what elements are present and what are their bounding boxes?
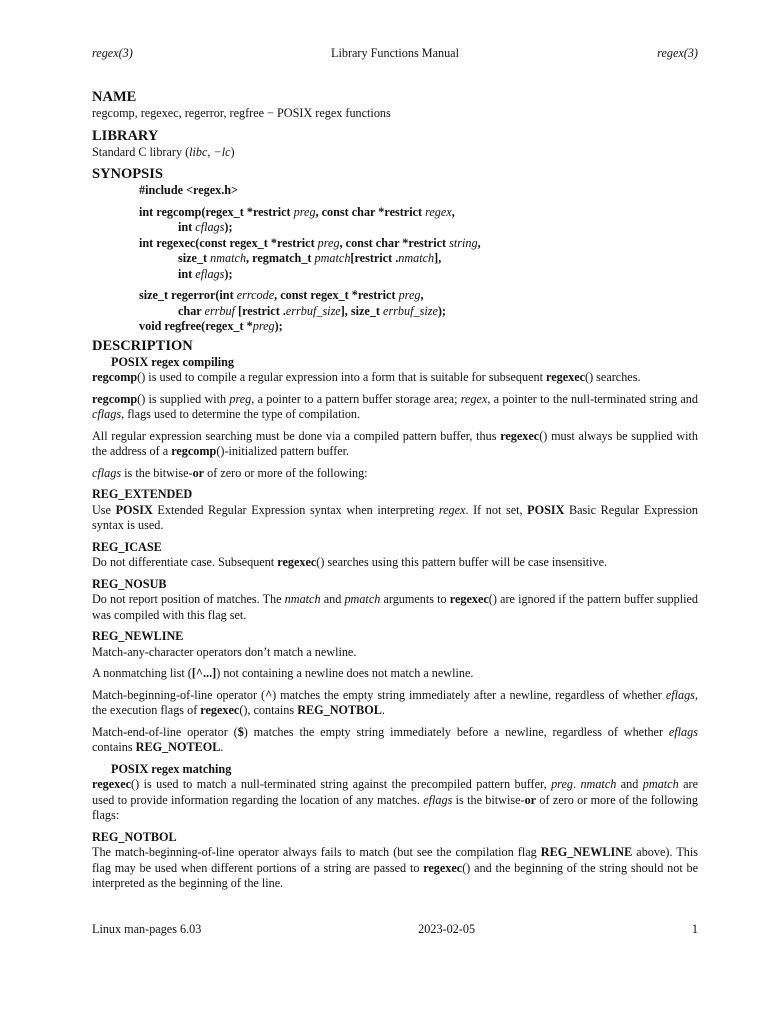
flag-reg-icase-text: Do not differentiate case. Subsequent regexec() searches using this pattern buffer will be case insensitive. (92, 555, 608, 569)
footer-page-number: 1 (691, 922, 698, 936)
flag-reg-icase: REG_ICASE (92, 539, 162, 554)
match-paragraph-1: regexec() is used to match a null-terminated string against the precompiled pattern buffer, preg. nmatch and pmatch are used to provide information regarding the location of any matches. eflags is the bitwise-or of zero or more of the following flags: (92, 777, 698, 822)
section-library-heading: LIBRARY (92, 127, 159, 144)
flag-reg-newline-text-3: Match-beginning-of-line operator (^) matches the empty string immediately after a newline, regardless of whether eflags, the execution flags of regexec(), contains REG_NOTBOL. (92, 687, 698, 717)
synopsis-regfree: void regfree(regex_t *preg); (139, 319, 283, 333)
flag-reg-newline-text-1: Match-any-character operators don’t match a newline. (92, 644, 357, 659)
library-text: Standard C library (libc, −lc) (92, 144, 235, 159)
synopsis-regerror-cont: char errbuf [restrict .errbuf_size], size_t errbuf_size); (178, 303, 446, 318)
section-synopsis-heading: SYNOPSIS (92, 166, 163, 182)
header-center: Library Functions Manual (331, 46, 459, 60)
synopsis-regerror: size_t regerror(int errcode, const regex_t *restrict preg, (139, 288, 424, 302)
desc-paragraph-2: regcomp() is supplied with preg, a pointer to a pattern buffer storage area; regex, a pointer to the null-terminated string and cflags, flags used to determine the type of compilation. (92, 391, 698, 421)
flag-reg-nosub: REG_NOSUB (92, 576, 167, 591)
desc-paragraph-1: regcomp() is used to compile a regular expression into a form that is suitable for subsequent regexec() searches. (92, 370, 641, 384)
header-right: regex(3) (657, 46, 698, 60)
page-header (92, 46, 698, 62)
synopsis-include: #include <regex.h> (139, 183, 238, 197)
flag-reg-newline-text-4: Match-end-of-line operator ($) matches the empty string immediately before a newline, regardless of whether eflags contains REG_NOTEOL. (92, 724, 698, 754)
footer-left: Linux man-pages 6.03 (92, 922, 202, 936)
flag-reg-extended: REG_EXTENDED (92, 487, 193, 501)
flag-reg-newline-text-2: A nonmatching list ([^...]) not containing a newline does not match a newline. (92, 666, 474, 680)
flag-reg-newline: REG_NEWLINE (92, 629, 184, 643)
section-description-heading: DESCRIPTION (92, 337, 193, 354)
flag-reg-extended-text: Use POSIX Extended Regular Expression syntax when interpreting regex. If not set, POSIX Basic Regular Expression syntax is used. (92, 502, 698, 532)
name-text: regcomp, regexec, regerror, regfree − POSIX regex functions (92, 106, 391, 120)
synopsis-regexec-cont: size_t nmatch, regmatch_t pmatch[restrict .nmatch], (178, 251, 442, 265)
header-left: regex(3) (92, 46, 133, 60)
flag-reg-notbol: REG_NOTBOL (92, 829, 177, 844)
subsection-matching: POSIX regex matching (111, 761, 232, 776)
desc-paragraph-4: cflags is the bitwise-or of zero or more of the following: (92, 465, 368, 480)
desc-paragraph-3: All regular expression searching must be done via a compiled pattern buffer, thus regexec() must always be supplied with the address of a regcomp()-initialized pattern buffer. (92, 428, 698, 458)
page-footer (92, 922, 698, 938)
synopsis-regcomp: int regcomp(regex_t *restrict preg, const char *restrict regex, (139, 204, 455, 219)
subsection-compiling: POSIX regex compiling (111, 354, 234, 369)
footer-center: 2023-02-05 (418, 922, 476, 936)
section-name-heading: NAME (92, 89, 137, 105)
synopsis-regexec: int regexec(const regex_t *restrict preg, const char *restrict string, (139, 235, 481, 250)
flag-reg-notbol-text: The match-beginning-of-line operator always fails to match (but see the compilation flag REG_NEWLINE above). This flag may be used when different portions of a string are passed to regexec() and the beginning of the string should not be interpreted as the beginning of the line. (92, 845, 698, 890)
flag-reg-nosub-text: Do not report position of matches. The nmatch and pmatch arguments to regexec() are ignored if the pattern buffer supplied was compiled with this flag set. (92, 592, 699, 622)
page-content (92, 89, 698, 898)
synopsis-regexec-cont2: int eflags); (178, 266, 233, 281)
synopsis-regcomp-cont: int cflags); (178, 220, 233, 234)
synopsis-block (139, 183, 698, 338)
